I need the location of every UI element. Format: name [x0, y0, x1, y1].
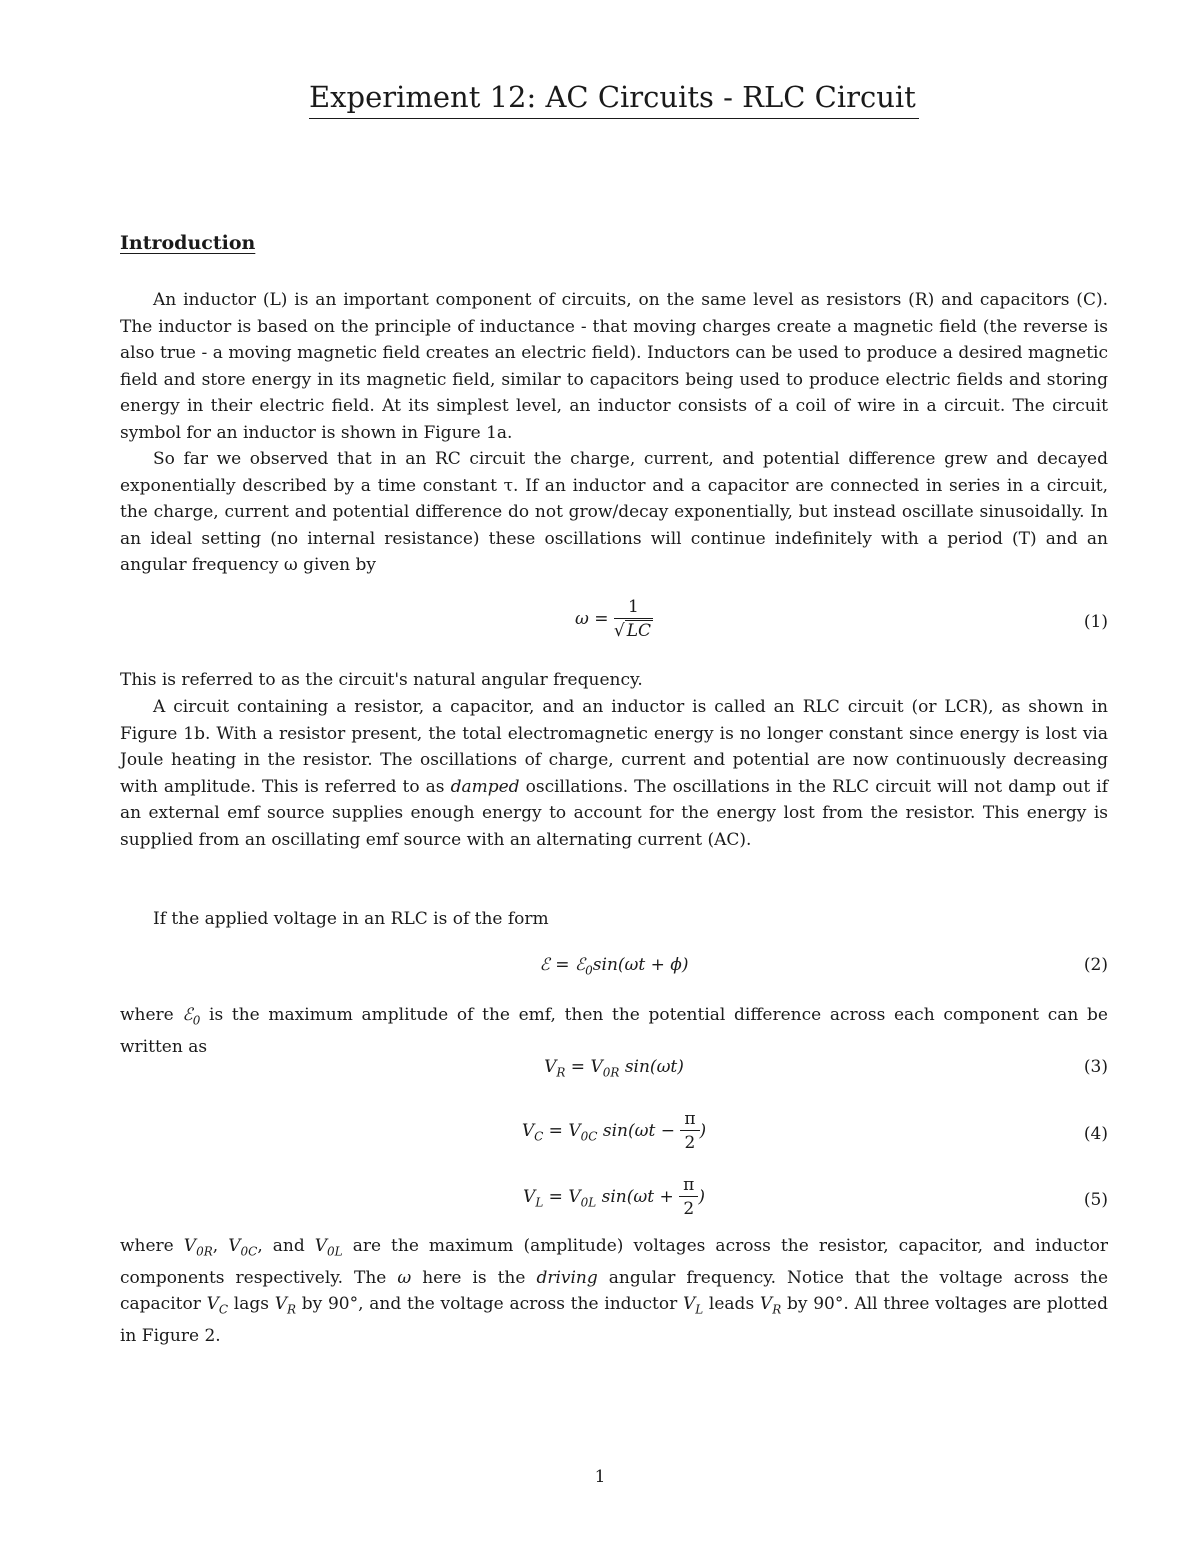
equation-4: $V_C = V_{0C}$ sin(ωt − $\frac{\pi}{2}$ ) (4) [521, 1109, 1108, 1153]
equation-number: (3) [1083, 1057, 1108, 1077]
equation-5: $V_L = V_{0L}$ sin(ωt + $\frac{\pi}{2}$ ) (5) [523, 1175, 1108, 1219]
equation-2: ℰ = ℰ$_0$sin(ωt + ϕ) (2) [539, 955, 1108, 978]
equation-3: $V_R = V_{0R}$ sin(ωt) (3) [544, 1057, 1108, 1080]
equation-number: (4) [1083, 1124, 1108, 1144]
paragraph-emf-amplitude: where ℰ$_0$ is the maximum amplitude of the emf, then the potential difference across each component can be written as [120, 1005, 1108, 1057]
equation-number: (1) [1083, 612, 1108, 632]
paragraph-amplitudes: where $V_{0R}$, $V_{0C}$, and $V_{0L}$ are the maximum (amplitude) voltages across the resistor, capacitor, and inductor components respectively. The ω here is the driving angular frequency. Notice that the voltage across the capacitor $V_C$ lags $V_R$ by 90°, and the voltage across the inductor $V_L$ leads $V_R$ by 90°. All three voltages are plotted in Figure 2. [120, 1236, 1108, 1347]
section-heading: Introduction [120, 232, 256, 254]
fraction: $\frac{1}{√ LC}$ [613, 597, 652, 641]
paragraph-rlc: A circuit containing a resistor, a capacitor, and an inductor is called an RLC circuit (or LCR), as shown in Figure 1b. With a resistor present, the total electromagnetic energy is no longer constant since energy is lost via Joule heating in the resistor. The oscillations of charge, current and potential are now continuously decreasing with amplitude. This is referred to as damped oscillations. The oscillations in the RLC circuit will not damp out if an external emf source supplies enough energy to account for the energy lost from the resistor. This energy is supplied from an oscillating emf source with an alternating current (AC). [120, 697, 1108, 850]
equation-1 [120, 596, 1108, 656]
equation-number: (5) [1083, 1190, 1108, 1210]
equation-number: (2) [1083, 955, 1108, 975]
equation-1-expression: ω = $\frac{1}{√ LC}$ [574, 597, 652, 641]
page-number: 1 [594, 1467, 606, 1487]
paragraph-intro: An inductor (L) is an important component of circuits, on the same level as resistors (R) and capacitors (C). The inductor is based on the principle of inductance - that moving charges create a magnetic field (the reverse is also true - a moving magnetic field creates an electric field). Inductors can be used to produce a desired magnetic field and store energy in its magnetic field, similar to capacitors being used to produce electric fields and storing energy in their electric field. At its simplest level, an inductor consists of a coil of wire in a circuit. The circuit symbol for an inductor is shown in Figure 1a. [120, 290, 1108, 443]
paragraph-natural-frequency: This is referred to as the circuit's natural angular frequency. [120, 670, 643, 690]
paragraph-applied-voltage: If the applied voltage in an RLC is of the form [153, 909, 549, 929]
page-title: Experiment 12: AC Circuits - RLC Circuit [309, 80, 919, 119]
paragraph-rc-comparison: So far we observed that in an RC circuit the charge, current, and potential difference grew and decayed exponentially described by a time constant τ. If an inductor and a capacitor are connected in series in a circuit, the charge, current and potential difference do not grow/decay exponentially, but instead oscillate sinusoidally. In an ideal setting (no internal resistance) these oscillations will continue indefinitely with a period (T) and an angular frequency ω given by [120, 449, 1108, 575]
